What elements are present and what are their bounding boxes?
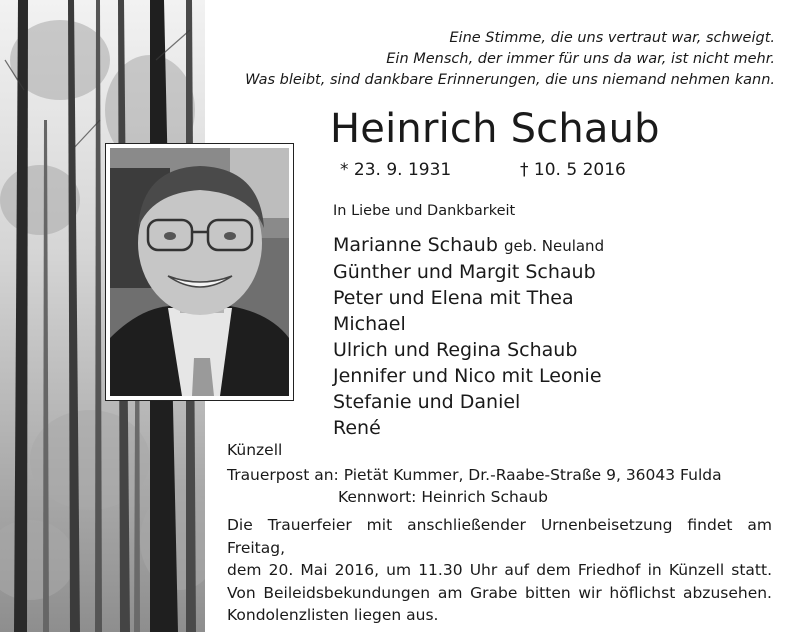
mourner-name: Günther und Margit Schaub	[333, 261, 596, 283]
ceremony-line: dem 20. Mai 2016, um 11.30 Uhr auf dem Friedhof in Künzell statt.	[227, 561, 772, 579]
deceased-name: Heinrich Schaub	[330, 106, 660, 152]
mourner-name: René	[333, 417, 381, 439]
mourners-list	[333, 232, 604, 441]
ceremony-line: Die Trauerfeier mit anschließender Urnenbeisetzung findet am Freitag,	[227, 516, 772, 557]
mourner-name: Peter und Elena mit Thea	[333, 287, 574, 309]
mail-label: Trauerpost an:	[227, 466, 339, 484]
keyword-line: Kennwort: Heinrich Schaub	[338, 488, 548, 506]
quote-line: Ein Mensch, der immer für uns da war, ist nicht mehr.	[386, 51, 775, 67]
mourner-name: Ulrich und Regina Schaub	[333, 339, 578, 361]
memorial-quote	[215, 28, 775, 91]
mourner-name: Jennifer und Nico mit Leonie	[333, 365, 602, 387]
mail-address: Pietät Kummer, Dr.-Raabe-Straße 9, 36043 Fulda	[343, 466, 722, 484]
ceremony-line: Kondolenzlisten liegen aus.	[227, 606, 439, 624]
mourners-intro: In Liebe und Dankbarkeit	[333, 203, 516, 219]
mourner-name: Stefanie und Daniel	[333, 391, 521, 413]
quote-line: Was bleibt, sind dankbare Erinnerungen, die uns niemand nehmen kann.	[245, 72, 775, 88]
place-name: Künzell	[227, 441, 283, 459]
mail-line	[227, 466, 722, 484]
ceremony-text	[227, 514, 772, 627]
mourner-name: Marianne Schaub geb. Neuland	[333, 234, 605, 256]
ceremony-line: Von Beileidsbekundungen am Grabe bitten wir höflichst abzusehen.	[227, 583, 772, 602]
portrait-photo	[105, 143, 294, 401]
mourner-name: Michael	[333, 313, 406, 335]
death-date: † 10. 5 2016	[520, 160, 626, 180]
birth-date: * 23. 9. 1931	[340, 160, 452, 180]
maiden-name-note: geb. Neuland	[503, 237, 605, 255]
quote-line: Eine Stimme, die uns vertraut war, schweigt.	[449, 30, 775, 46]
